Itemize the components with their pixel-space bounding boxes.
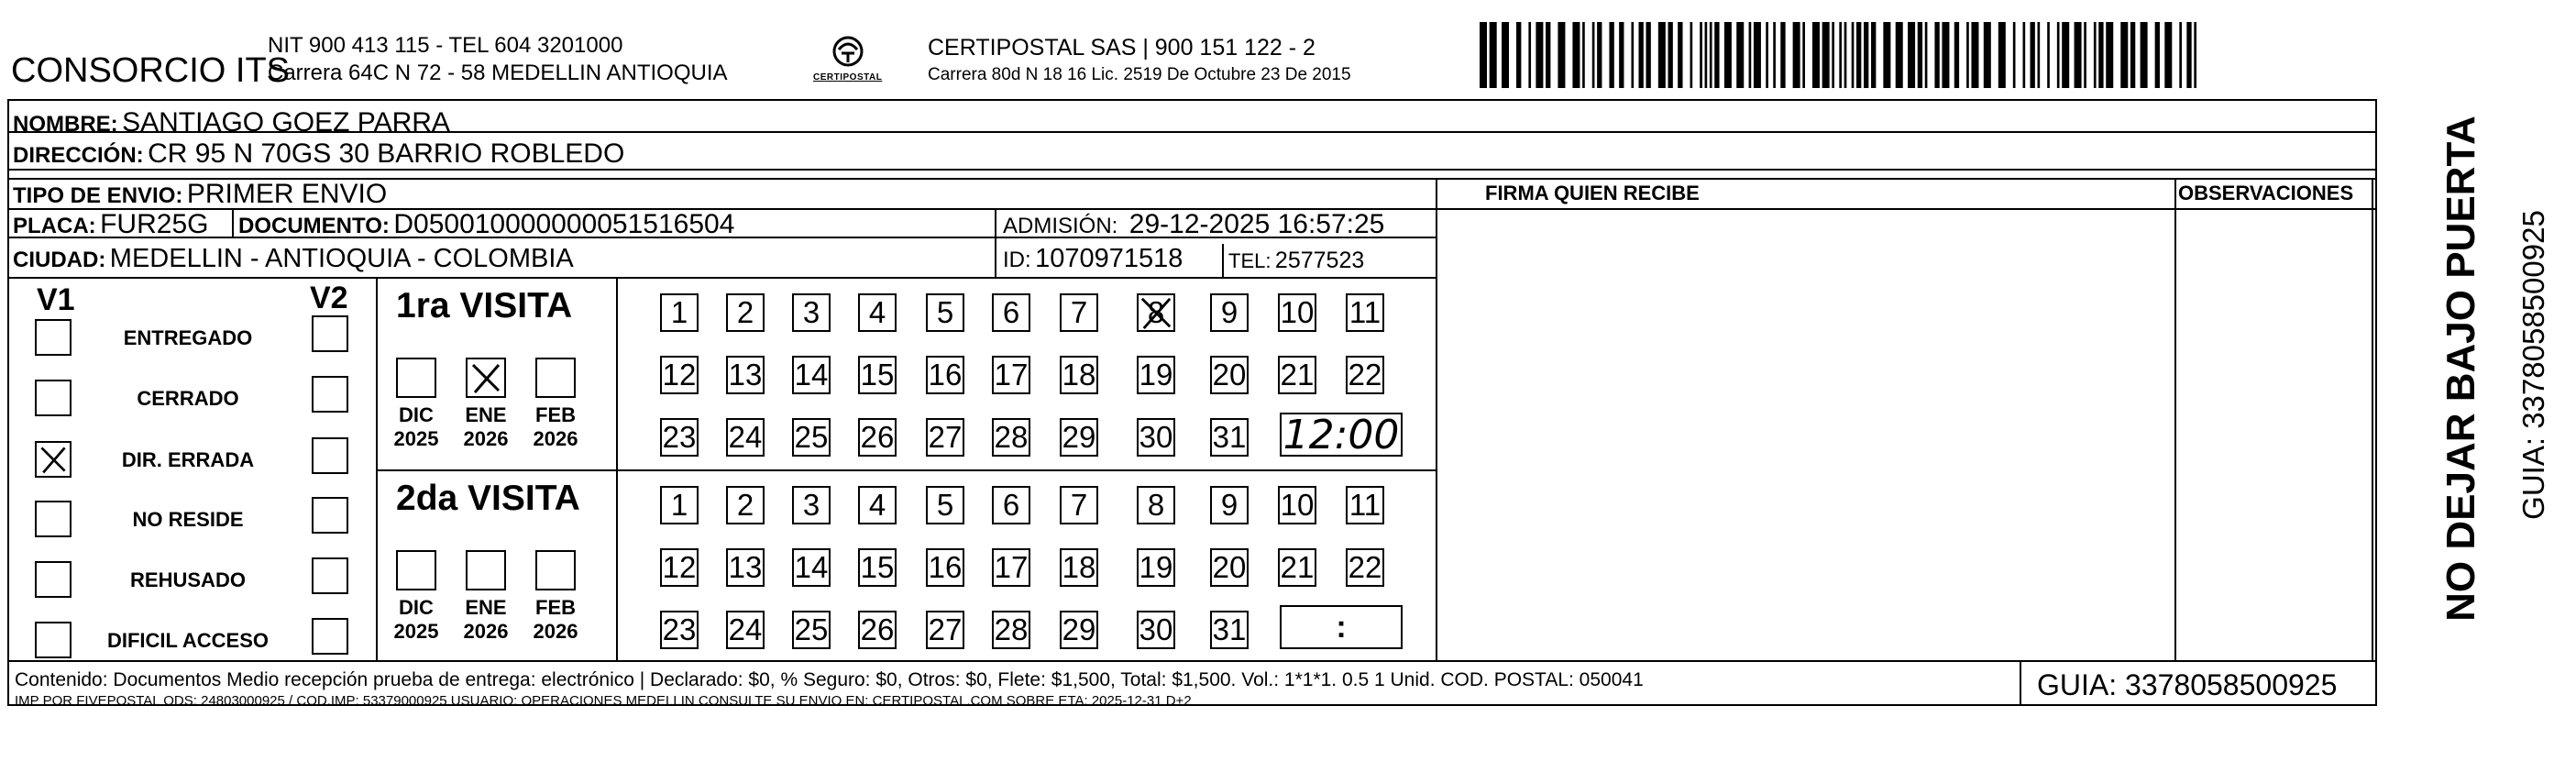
day-cell[interactable] [992, 293, 1030, 332]
tel-label: TEL: [1228, 249, 1271, 272]
address-row [13, 140, 624, 168]
day-number: 22 [1348, 358, 1382, 392]
day-number: 26 [860, 612, 895, 646]
certipostal-logo [811, 33, 885, 88]
day-number: 12 [662, 358, 697, 392]
barcode-bar [1582, 22, 1585, 88]
barcode-bar [2186, 22, 2191, 88]
month-checkbox[interactable] [396, 358, 436, 398]
observations-header: OBSERVACIONES [2178, 182, 2354, 204]
day-number: 23 [662, 420, 697, 454]
day-cell[interactable] [926, 418, 964, 457]
day-cell[interactable] [1278, 356, 1316, 394]
signature-header: FIRMA QUIEN RECIBE [1485, 182, 1700, 204]
month-label: DIC [399, 403, 434, 426]
barcode [1480, 22, 2204, 88]
month-checkbox[interactable] [535, 550, 576, 590]
month-checkbox[interactable] [466, 550, 506, 590]
day-number: 4 [868, 488, 886, 522]
day-cell[interactable] [1137, 356, 1175, 394]
day-mark-icon [1139, 295, 1173, 330]
day-cell[interactable] [726, 293, 765, 332]
barcode-bar [2084, 22, 2086, 88]
barcode-bar [1773, 22, 1776, 88]
id-value: 1070971518 [1035, 244, 1183, 273]
barcode-bar [2057, 22, 2060, 88]
day-cell[interactable] [726, 356, 765, 394]
barcode-bar [1714, 22, 1719, 88]
shipment-type-row [13, 181, 387, 208]
city-label: CIUDAD: [13, 248, 106, 272]
barcode-bar [1619, 22, 1624, 88]
day-number: 17 [994, 550, 1029, 584]
day-cell[interactable] [1210, 486, 1249, 524]
v2-checkbox[interactable] [312, 376, 348, 413]
day-number: 16 [928, 550, 963, 584]
month-label: DIC [399, 596, 434, 619]
barcode-bar [1839, 22, 1842, 88]
barcode-bar [1597, 22, 1602, 88]
barcode-bar [1864, 22, 1868, 88]
tel-value: 2577523 [1274, 248, 1365, 273]
day-cell[interactable] [1060, 418, 1098, 457]
day-cell[interactable] [992, 611, 1030, 649]
day-cell[interactable] [858, 356, 897, 394]
day-number: 19 [1139, 550, 1173, 584]
day-cell[interactable] [1060, 548, 1098, 587]
barcode-bar [1918, 22, 1922, 88]
month-label: FEB [535, 596, 576, 619]
day-cell[interactable] [1210, 418, 1249, 457]
visit-time-box[interactable] [1280, 605, 1403, 649]
day-cell[interactable] [1210, 548, 1249, 587]
day-number: 1 [670, 488, 688, 522]
admission-value: 29-12-2025 16:57:25 [1128, 209, 1385, 239]
month-label: ENE [465, 596, 507, 619]
day-number: 1 [670, 295, 688, 329]
year-label: 2025 [393, 620, 439, 643]
day-cell[interactable] [1210, 611, 1249, 649]
year-label: 2026 [533, 620, 578, 643]
day-number: 7 [1070, 488, 1088, 522]
barcode-bar [1780, 22, 1785, 88]
company-name: CONSORCIO ITS [11, 51, 291, 90]
status-label: DIFICIL ACCESO [106, 629, 269, 652]
day-cell[interactable] [926, 548, 964, 587]
day-cell[interactable] [1210, 356, 1249, 394]
day-cell[interactable] [792, 293, 831, 332]
day-number: 29 [1062, 420, 1096, 454]
carrier-info: CERTIPOSTAL SAS | 900 151 122 - 2 [928, 35, 1316, 61]
barcode-bar [1631, 22, 1634, 88]
name-label: NOMBRE: [13, 112, 118, 137]
barcode-bar [1700, 22, 1702, 88]
barcode-bar [1502, 22, 1509, 88]
day-number: 8 [1147, 488, 1165, 522]
barcode-bar [1710, 22, 1712, 88]
barcode-bar [1966, 22, 1969, 88]
day-cell[interactable] [1278, 486, 1316, 524]
visit-time: : [1336, 609, 1347, 645]
year-label: 2026 [533, 427, 578, 450]
barcode-bar [1852, 22, 1855, 88]
barcode-bar [1528, 22, 1531, 88]
admission-label: ADMISIÓN: [1003, 214, 1118, 238]
day-number: 14 [794, 358, 829, 392]
day-number: 14 [794, 550, 829, 584]
day-cell[interactable] [1137, 486, 1175, 524]
day-cell[interactable] [858, 486, 897, 524]
barcode-bar [1572, 22, 1580, 88]
day-cell[interactable] [1278, 293, 1316, 332]
day-number: 3 [802, 295, 820, 329]
day-cell[interactable] [992, 418, 1030, 457]
barcode-bar [1490, 22, 1497, 88]
day-number: 13 [728, 358, 763, 392]
day-cell[interactable] [858, 548, 897, 587]
barcode-bar [2155, 22, 2160, 88]
document-row [238, 211, 734, 238]
day-number: 15 [860, 358, 895, 392]
barcode-bar [1646, 22, 1650, 88]
barcode-bar [2098, 22, 2103, 88]
day-number: 7 [1070, 295, 1088, 329]
day-number: 18 [1062, 358, 1096, 392]
plate-row [13, 211, 208, 238]
barcode-bar [1802, 22, 1805, 88]
v2-label: V2 [310, 281, 348, 315]
carrier-address: Carrera 80d N 18 16 Lic. 2519 De Octubre 23 De 2015 [928, 65, 1351, 84]
barcode-bar [1766, 22, 1768, 88]
day-number: 25 [794, 612, 829, 646]
plate-label: PLACA: [13, 214, 96, 238]
day-number: 13 [728, 550, 763, 584]
address-label: DIRECCIÓN: [13, 143, 144, 168]
barcode-bar [2106, 22, 2113, 88]
day-number: 30 [1139, 612, 1173, 646]
day-cell[interactable] [726, 611, 765, 649]
barcode-bar [1998, 22, 2006, 88]
logo-text: CERTIPOSTAL [813, 72, 883, 83]
day-cell[interactable] [858, 293, 897, 332]
status-label: DIR. ERRADA [121, 448, 255, 471]
day-cell[interactable] [926, 486, 964, 524]
shipment-type-label: TIPO DE ENVIO: [13, 183, 183, 208]
barcode-bar [2013, 22, 2016, 88]
id-row [1003, 246, 1183, 272]
day-cell[interactable] [660, 611, 699, 649]
barcode-bar [1908, 22, 1915, 88]
recipient-address: CR 95 N 70GS 30 BARRIO ROBLEDO [148, 138, 625, 169]
recipient-name: SANTIAGO GOEZ PARRA [122, 107, 450, 138]
day-number: 27 [928, 420, 963, 454]
side-guide: GUIA: 3378058500925 [2516, 210, 2550, 520]
day-number: 31 [1212, 612, 1247, 646]
id-label: ID: [1003, 248, 1031, 272]
day-number: 9 [1220, 295, 1238, 329]
barcode-bar [1678, 22, 1682, 88]
visit-time: 12:00 [1282, 411, 1400, 458]
v2-checkbox[interactable] [312, 315, 348, 352]
day-cell[interactable] [726, 418, 765, 457]
day-number: 4 [868, 295, 886, 329]
barcode-bar [1690, 22, 1693, 88]
visit-time-box[interactable] [1280, 413, 1403, 457]
barcode-bar [2038, 22, 2041, 88]
day-number: 29 [1062, 612, 1096, 646]
barcode-bar [1592, 22, 1595, 88]
day-number: 6 [1002, 295, 1020, 329]
status-label: REHUSADO [130, 568, 246, 591]
day-cell[interactable] [1346, 356, 1384, 394]
day-number: 5 [936, 295, 954, 329]
visit-title: 2da VISITA [396, 479, 580, 518]
day-cell[interactable] [792, 486, 831, 524]
barcode-bar [1896, 22, 1903, 88]
day-cell[interactable] [992, 486, 1030, 524]
day-cell[interactable] [660, 293, 699, 332]
month-label: FEB [535, 403, 576, 426]
barcode-bar [2031, 22, 2035, 88]
barcode-bar [2141, 22, 2148, 88]
day-cell[interactable] [1137, 418, 1175, 457]
barcode-bar [1832, 22, 1834, 88]
day-number: 30 [1139, 420, 1173, 454]
day-number: 19 [1139, 358, 1173, 392]
v2-checkbox[interactable] [312, 557, 348, 594]
barcode-bar [1658, 22, 1666, 88]
city-value: MEDELLIN - ANTIOQUIA - COLOMBIA [109, 244, 574, 273]
company-address: Carrera 64C N 72 - 58 MEDELLIN ANTIOQUIA [268, 61, 728, 85]
day-cell[interactable] [926, 356, 964, 394]
barcode-bar [2194, 22, 2196, 88]
barcode-bar [1536, 22, 1543, 88]
day-number: 28 [994, 420, 1029, 454]
day-number: 3 [802, 488, 820, 522]
day-cell[interactable] [1346, 293, 1384, 332]
barcode-bar [1749, 22, 1752, 88]
day-number: 18 [1062, 550, 1096, 584]
day-cell[interactable] [1060, 356, 1098, 394]
month-checkbox[interactable] [396, 550, 436, 590]
day-number: 22 [1348, 550, 1382, 584]
day-number: 20 [1212, 550, 1247, 584]
day-number: 11 [1349, 295, 1382, 329]
barcode-bar [1558, 22, 1565, 88]
barcode-bar [2120, 22, 2128, 88]
day-number: 21 [1280, 358, 1315, 392]
barcode-bar [1954, 22, 1959, 88]
day-cell[interactable] [792, 611, 831, 649]
day-cell[interactable] [1137, 611, 1175, 649]
document-label: DOCUMENTO: [238, 214, 390, 238]
barcode-bar [2179, 22, 2182, 88]
barcode-bar [1856, 22, 1861, 88]
admission-row [1003, 211, 1384, 238]
day-cell[interactable] [1346, 486, 1384, 524]
day-number: 21 [1280, 550, 1315, 584]
day-cell[interactable] [858, 418, 897, 457]
year-label: 2025 [393, 427, 439, 450]
barcode-bar [1871, 22, 1876, 88]
tel-row [1228, 249, 1364, 272]
day-number: 20 [1212, 358, 1247, 392]
barcode-bar [1546, 22, 1550, 88]
day-cell[interactable] [858, 611, 897, 649]
day-number: 12 [662, 550, 697, 584]
status-label: CERRADO [137, 387, 239, 410]
v2-checkbox[interactable] [312, 618, 348, 655]
barcode-bar [1793, 22, 1800, 88]
day-cell[interactable] [660, 356, 699, 394]
day-cell[interactable] [1060, 486, 1098, 524]
v1-label: V1 [37, 282, 75, 317]
day-number: 6 [1002, 488, 1020, 522]
day-number: 10 [1280, 295, 1315, 329]
day-cell[interactable] [660, 548, 699, 587]
barcode-bar [1638, 22, 1643, 88]
footer-guide: GUIA: 3378058500925 [2037, 668, 2338, 701]
shipment-type: PRIMER ENVIO [186, 179, 388, 209]
plate-value: FUR25G [100, 209, 209, 239]
day-number: 25 [794, 420, 829, 454]
barcode-bar [2130, 22, 2135, 88]
side-panel [2370, 73, 2550, 660]
day-number: 8 [1147, 295, 1165, 329]
day-cell[interactable] [660, 486, 699, 524]
day-number: 26 [860, 420, 895, 454]
barcode-bar [2023, 22, 2026, 88]
barcode-bar [1984, 22, 1991, 88]
day-cell[interactable] [992, 356, 1030, 394]
month-label: ENE [465, 403, 507, 426]
barcode-bar [1812, 22, 1820, 88]
day-cell[interactable] [1210, 293, 1249, 332]
barcode-bar [1516, 22, 1521, 88]
barcode-bar [1844, 22, 1847, 88]
day-number: 28 [994, 612, 1029, 646]
barcode-bar [1822, 22, 1830, 88]
barcode-bar [1724, 22, 1732, 88]
day-number: 9 [1220, 488, 1238, 522]
day-cell[interactable] [926, 293, 964, 332]
day-number: 31 [1212, 420, 1247, 454]
document-value: D050010000000051516504 [393, 209, 735, 239]
barcode-bar [1668, 22, 1673, 88]
name-row [13, 109, 450, 137]
day-cell[interactable] [1060, 293, 1098, 332]
visit-title: 1ra VISITA [396, 286, 573, 325]
day-cell[interactable] [660, 418, 699, 457]
day-number: 11 [1349, 488, 1382, 522]
city-row [13, 246, 574, 272]
day-number: 24 [728, 420, 763, 454]
side-warning: NO DEJAR BAJO PUERTA [2438, 116, 2483, 622]
barcode-bar [2164, 22, 2172, 88]
day-cell[interactable] [992, 548, 1030, 587]
day-number: 16 [928, 358, 963, 392]
day-number: 24 [728, 612, 763, 646]
day-cell[interactable] [1278, 548, 1316, 587]
day-number: 23 [662, 612, 697, 646]
day-cell[interactable] [726, 548, 765, 587]
company-nit: NIT 900 413 115 - TEL 604 3201000 [268, 33, 623, 58]
day-cell[interactable] [1137, 293, 1175, 332]
barcode-bar [1480, 22, 1487, 88]
day-cell[interactable] [726, 486, 765, 524]
day-cell[interactable] [926, 611, 964, 649]
barcode-bar [1736, 22, 1744, 88]
day-cell[interactable] [792, 548, 831, 587]
day-number: 17 [994, 358, 1029, 392]
v2-checkbox[interactable] [312, 497, 348, 534]
month-checkbox[interactable] [535, 358, 576, 398]
year-label: 2026 [463, 427, 509, 450]
barcode-bar [1883, 22, 1890, 88]
year-label: 2026 [463, 620, 509, 643]
day-cell[interactable] [1060, 611, 1098, 649]
barcode-bar [1942, 22, 1949, 88]
barcode-bar [1754, 22, 1761, 88]
status-label: NO RESIDE [132, 508, 244, 531]
day-cell[interactable] [792, 418, 831, 457]
v2-checkbox[interactable] [312, 437, 348, 474]
barcode-bar [1705, 22, 1708, 88]
day-cell[interactable] [1346, 548, 1384, 587]
barcode-bar [2047, 22, 2050, 88]
day-number: 5 [936, 488, 954, 522]
barcode-bar [2075, 22, 2082, 88]
print-line: IMP POR FIVEPOSTAL ODS: 24803000925 / COD.IMP: 53379000925 USUARIO: OPERACIONES MEDELLIN CONSULTE SU ENVIO EN: CERTIPOSTAL.COM SOBRE ETA: 2025-12-31 D+2 [15, 693, 1192, 709]
day-number: 15 [860, 550, 895, 584]
day-cell[interactable] [792, 356, 831, 394]
barcode-bar [2094, 22, 2097, 88]
status-label: ENTREGADO [123, 326, 253, 349]
day-number: 2 [736, 295, 754, 329]
day-number: 2 [736, 488, 754, 522]
barcode-bar [1971, 22, 1978, 88]
day-cell[interactable] [1137, 548, 1175, 587]
barcode-bar [1925, 22, 1928, 88]
barcode-bar [1934, 22, 1939, 88]
day-number: 27 [928, 612, 963, 646]
month-checkbox[interactable] [466, 358, 506, 398]
barcode-bar [2062, 22, 2069, 88]
barcode-bar [1609, 22, 1613, 88]
contents-line: Contenido: Documentos Medio recepción prueba de entrega: electrónico | Declarado: $0, % Seguro: $0, Otros: $0, Flete: $1,500, Total: $1,500. Vol.: 1*1*1. 0.5 1 Unid. COD. POSTAL: 050041 [15, 669, 1644, 690]
day-number: 10 [1280, 488, 1315, 522]
